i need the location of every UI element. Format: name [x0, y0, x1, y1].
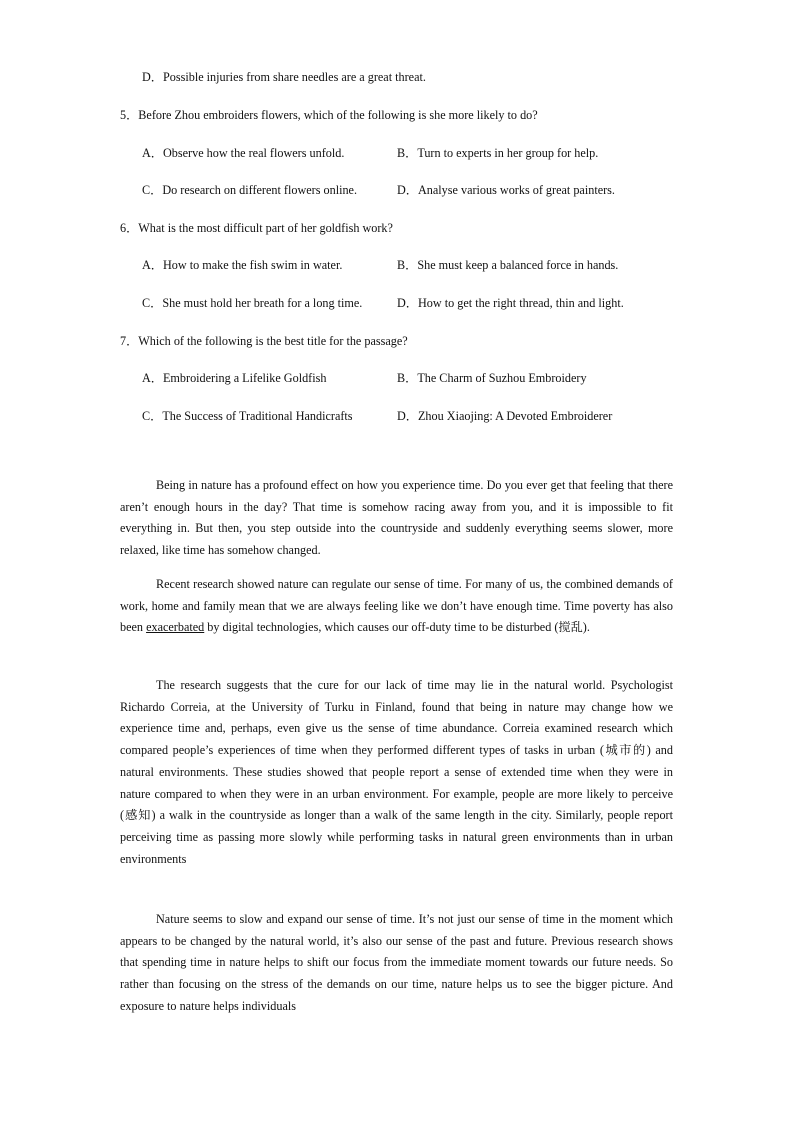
q4-option-d: D．Possible injuries from share needles are a great threat.: [142, 70, 426, 84]
question-7-option-c: C．The Success of Traditional Handicrafts: [142, 409, 353, 423]
question-6-option-d: D．How to get the right thread, thin and light.: [397, 296, 624, 310]
passage-paragraph-2-text-before: Recent research showed nature can regulate our sense of time. For many of us, the combined demands of work, home and family mean that we are always feeling like we don’t have enough time. Time poverty has also been: [120, 577, 673, 635]
passage-paragraph-1: Being in nature has a profound effect on how you experience time. Do you ever get that feeling that there aren’t enough hours in the day? That time is somehow racing away from you, and it is impossible to fit everything in. But then, you step outside into the countryside and suddenly everything seems slower, more relaxed, like time has somehow changed.: [120, 478, 673, 558]
question-6-option-c: C．She must hold her breath for a long time.: [142, 296, 363, 310]
question-7-option-b: B．The Charm of Suzhou Embroidery: [397, 371, 587, 385]
passage-paragraph-2-text-after: by digital technologies, which causes our off-duty time to be disturbed (搅乱).: [204, 620, 590, 635]
question-5-option-b: B．Turn to experts in her group for help.: [397, 146, 599, 160]
question-7-stem: 7．Which of the following is the best title for the passage?: [120, 334, 408, 348]
question-6-option-b: B．She must keep a balanced force in hands.: [397, 258, 619, 272]
question-5-option-d: D．Analyse various works of great painters.: [397, 183, 615, 197]
passage-paragraph-2: [120, 574, 673, 639]
question-6-stem: 6．What is the most difficult part of her goldfish work?: [120, 221, 393, 235]
question-7-option-a: A．Embroidering a Lifelike Goldfish: [142, 371, 327, 385]
question-6-option-a: A．How to make the fish swim in water.: [142, 258, 343, 272]
passage-paragraph-3: The research suggests that the cure for our lack of time may lie in the natural world. Psychologist Richardo Correia, at the University of Turku in Finland, found that being in nature may change how we experience time and, perhaps, even give us the sense of time abundance. Correia examined research which compared people’s experiences of time when they performed different types of tasks in urban (城市的) and natural environments. These studies showed that people report a sense of extended time when they were in nature compared to when they were in an urban environment. For example, people are more likely to perceive (感知) a walk in the countryside as longer than a walk of the same length in the city. Similarly, people report perceiving time as passing more slowly while performing tasks in natural green environments than in urban environments: [120, 678, 673, 866]
question-7-option-d: D．Zhou Xiaojing: A Devoted Embroiderer: [397, 409, 613, 423]
passage-paragraph-4: Nature seems to slow and expand our sense of time. It’s not just our sense of time in the moment which appears to be changed by the natural world, it’s also our sense of the past and future. Previous research shows that spending time in nature helps to shift our focus from the immediate moment towards our future needs. So rather than focusing on the stress of the demands on our time, nature helps us to see the bigger picture. And exposure to nature helps individuals: [120, 912, 673, 1013]
question-5-stem: 5．Before Zhou embroiders flowers, which of the following is she more likely to do?: [120, 108, 538, 122]
question-5-option-a: A．Observe how the real flowers unfold.: [142, 146, 345, 160]
underlined-word: exacerbated: [146, 620, 205, 635]
question-5-option-c: C．Do research on different flowers online.: [142, 183, 358, 197]
